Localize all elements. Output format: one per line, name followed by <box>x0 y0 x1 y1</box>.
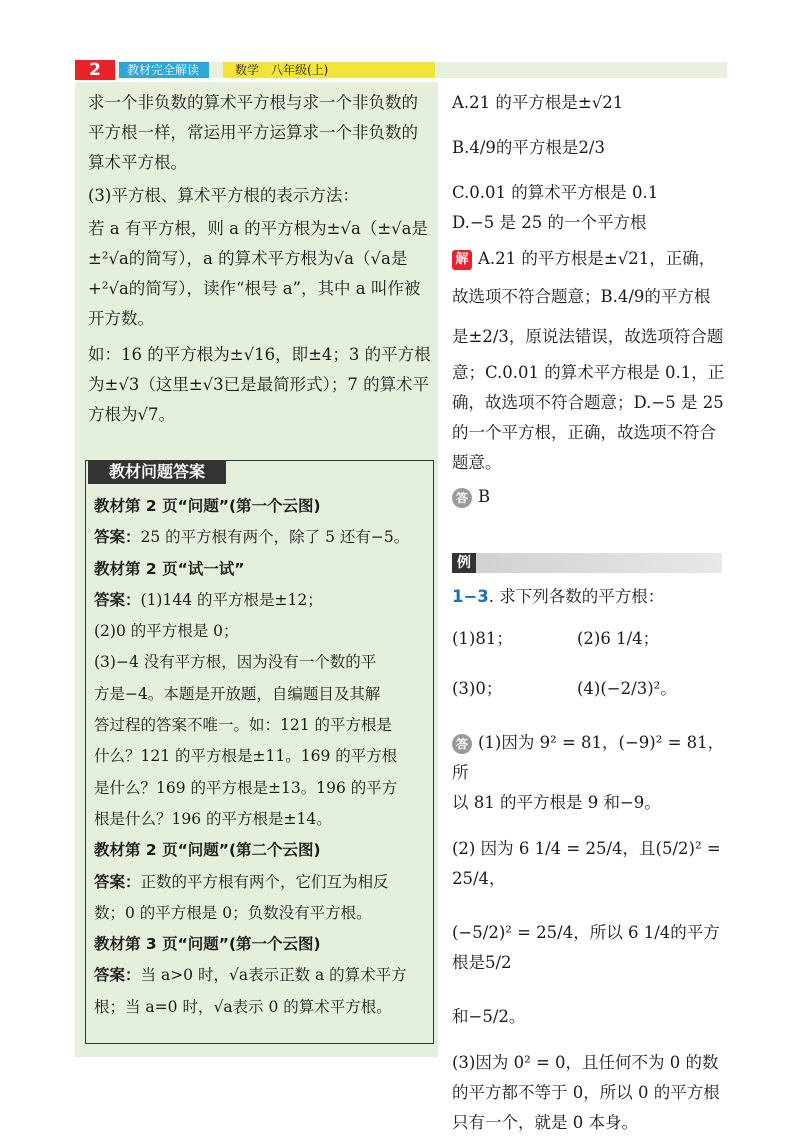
choice-options <box>452 88 727 238</box>
example-item-4: (4)(−2/3)²。 <box>577 679 677 698</box>
example-items-row-1 <box>452 624 727 654</box>
example-tag: 例 <box>452 553 476 573</box>
q3-heading: 教材第 2 页“问题”(第二个云图) <box>94 841 321 860</box>
example-prompt: . 求下列各数的平方根： <box>488 587 665 606</box>
solution-line: 是±2/3，原说法错误，故选项符合题 <box>452 327 724 346</box>
answer-line: (3)−4 没有平方根，因为没有一个数的平 <box>94 653 377 672</box>
solution-2-line: 和−5/2。 <box>452 1007 526 1026</box>
example-number: 1−3 <box>452 587 489 606</box>
example-question <box>452 582 727 612</box>
answer-value: B <box>478 487 491 506</box>
solution-3-line: (3)因为 0² = 0，且任何不为 0 的数 <box>452 1053 719 1072</box>
answer-line: (2)0 的平方根是 0； <box>94 622 239 641</box>
solution-1-line <box>452 728 727 788</box>
q1-heading: 教材第 2 页“问题”(第一个云图) <box>94 497 321 515</box>
option-a: A.21 的平方根是±√21 <box>452 93 624 112</box>
answer-icon: 答 <box>452 488 472 508</box>
answer-text: 当 a>0 时，√a表示正数 a 的算术平方 <box>140 966 407 985</box>
q3-answer-line <box>94 867 428 898</box>
answer-line: 什么？121 的平方根是±11。169 的平方根 <box>94 747 398 766</box>
solution-line: 的一个平方根，正确，故选项不符合 <box>452 423 716 442</box>
example-item-3: (3)0； <box>452 679 503 698</box>
book-series-label: 教材完全解读 <box>119 62 209 78</box>
solution-line: 题意。 <box>452 453 502 472</box>
q2-answer-line <box>94 585 428 616</box>
example-block <box>452 582 727 704</box>
paragraph-notation-heading: (3)平方根、算术平方根的表示方法： <box>88 186 359 205</box>
answer-line: 答过程的答案不唯一。如：121 的平方根是 <box>94 716 393 735</box>
paragraph-sqrt-method: 求一个非负数的算术平方根与求一个非负数的平方根一样，常运用平方运算求一个非负数的算术平方根。 <box>88 93 418 172</box>
solution-line: 意；C.0.01 的算术平方根是 0.1，正 <box>452 363 725 382</box>
answer-label: 答案： <box>94 872 141 891</box>
page-header <box>75 60 727 80</box>
answer-text: (1)144 的平方根是±12； <box>140 590 323 609</box>
option-d: D.−5 是 25 的一个平方根 <box>452 213 647 232</box>
solution-2-line: (2) 因为 6 1/4 = 25/4，且(5/2)² = 25/4， <box>452 839 721 888</box>
solution-line: 确，故选项不符合题意；D.−5 是 25 <box>452 393 724 412</box>
option-b: B.4/9的平方根是2/3 <box>452 138 605 157</box>
answer-text: 正数的平方根有两个，它们互为相反 <box>140 872 389 891</box>
q1-answer <box>94 522 428 553</box>
answer-label: 答案： <box>94 966 141 985</box>
example-bar <box>452 553 722 573</box>
answer-line: 根；当 a=0 时，√a表示 0 的算术平方根。 <box>94 997 392 1016</box>
left-text-block <box>88 88 433 430</box>
example-item-1: (1)81； <box>452 629 513 648</box>
solution-text: A.21 的平方根是±√21，正确， <box>478 249 716 268</box>
subject-grade-label: 数学 八年级(上) <box>223 62 435 78</box>
example-item-2: (2)6 1/4； <box>577 629 660 648</box>
paragraph-examples: 如：16 的平方根为±√16，即±4；3 的平方根为±√3（这里±√3已是最简形式）；7 的算术平方根为√7。 <box>88 345 431 424</box>
page-number: 2 <box>75 60 115 80</box>
answer-line: 数；0 的平方根是 0；负数没有平方根。 <box>94 903 372 922</box>
solution-1-text: (1)因为 9² = 81，(−9)² = 81，所 <box>452 733 725 782</box>
answers-content <box>94 491 428 1023</box>
answer-label: 答案： <box>94 590 141 609</box>
solution-1-line: 以 81 的平方根是 9 和−9。 <box>452 793 661 812</box>
solution-block <box>452 244 727 512</box>
option-c: C.0.01 的算术平方根是 0.1 <box>452 183 659 202</box>
answer-line <box>452 482 727 512</box>
answer-line: 是什么？169 的平方根是±13。196 的平方 <box>94 778 398 797</box>
answer-icon: 答 <box>452 734 472 754</box>
solution-3-line: 只有一个，就是 0 本身。 <box>452 1113 638 1132</box>
solution-line: 故选项不符合题意；B.4/9的平方根 <box>452 287 711 306</box>
solution-2-line: (−5/2)² = 25/4，所以 6 1/4的平方根是5/2 <box>452 923 720 972</box>
q2-heading: 教材第 2 页“试一试” <box>94 559 245 578</box>
solution-line <box>452 244 727 274</box>
example-items-row-2 <box>452 674 727 704</box>
solution-3-line: 的平方都不等于 0，所以 0 的平方根 <box>452 1083 720 1102</box>
q4-answer-line <box>94 960 428 991</box>
paragraph-notation: 若 a 有平方根，则 a 的平方根为±√a（±√a是±²√a的简写），a 的算术平方根为√a（√a是+²√a的简写），读作“根号 a”，其中 a 叫作被开方数。 <box>88 219 429 328</box>
example-solution <box>452 728 727 1138</box>
q4-heading: 教材第 3 页“问题”(第一个云图) <box>94 935 321 954</box>
answer-text: 25 的平方根有两个，除了 5 还有−5。 <box>140 528 410 547</box>
answer-line: 方是−4。本题是开放题，自编题目及其解 <box>94 684 381 703</box>
solution-icon: 解 <box>452 250 472 270</box>
answer-line: 根是什么？196 的平方根是±14。 <box>94 809 332 828</box>
answer-label: 答案： <box>94 528 141 547</box>
answers-box-title: 教材问题答案 <box>88 460 226 484</box>
